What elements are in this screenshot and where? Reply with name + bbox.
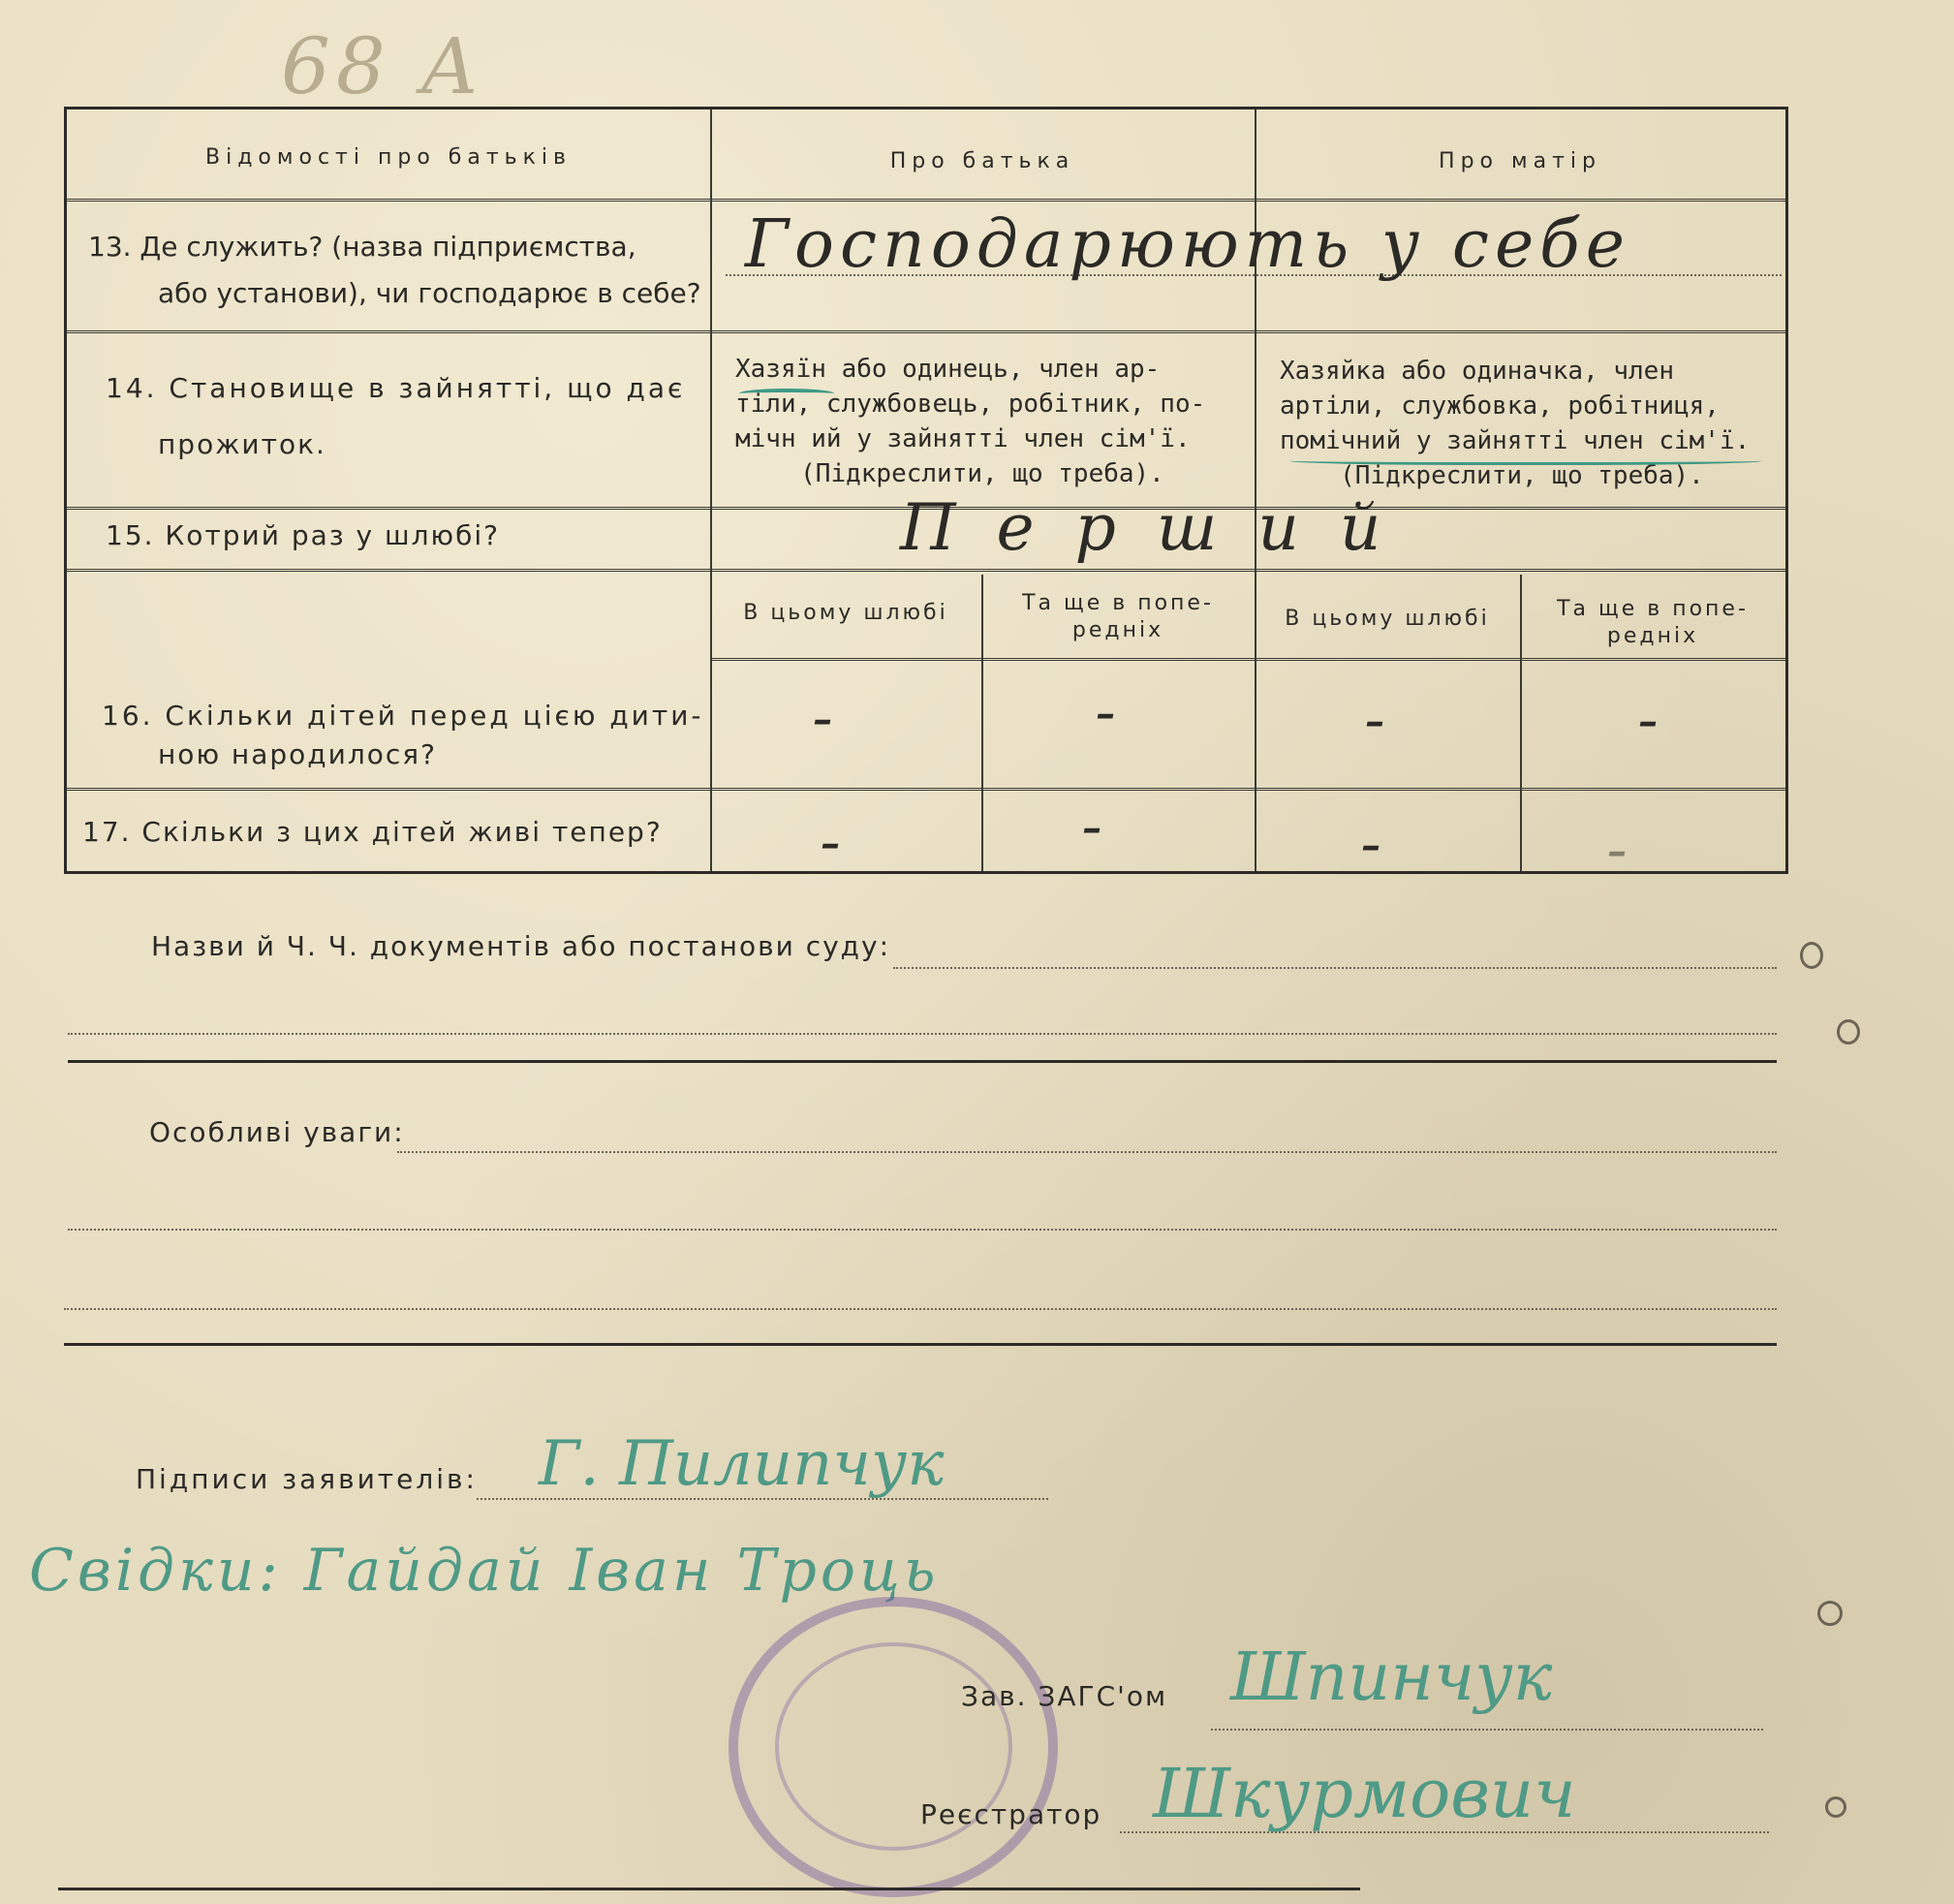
mother-option-line4: (Підкреслити, що треба).	[1340, 461, 1704, 490]
header-parents-info: Відомості про батьків	[205, 145, 572, 170]
header-father: Про батька	[889, 149, 1075, 173]
documents-rule	[68, 1060, 1777, 1063]
notes-label: Особливі уваги:	[149, 1116, 405, 1148]
row16-mother-previous-value: –	[1638, 699, 1658, 744]
row17-father-previous-value: –	[1082, 805, 1101, 851]
applicants-label: Підписи заявителів:	[136, 1463, 478, 1495]
father-option-line2: тіли, службовець, робітник, по-	[735, 390, 1206, 419]
subheader-father-previous	[981, 590, 1255, 644]
sheet-number: 68 A	[281, 21, 483, 111]
header-mother: Про матір	[1439, 149, 1601, 173]
header-rule	[67, 199, 1785, 202]
row13-rule	[67, 330, 1785, 333]
col-divider-1	[710, 109, 712, 871]
zags-label: Зав. ЗАГС'ом	[961, 1680, 1168, 1712]
mother-option-line1: Хазяйка або одиначка, член	[1280, 357, 1674, 386]
subheader-mother-previous-line1: Та ще в попе-	[1557, 597, 1749, 621]
binder-hole-3	[1817, 1601, 1843, 1626]
mother-option-line3: помічний у зайнятті член сім'ї.	[1280, 426, 1751, 455]
subheader-mother-this-marriage: В цьому шлюбі	[1285, 607, 1490, 631]
registrar-signature: Шкурмович	[1153, 1754, 1576, 1833]
row16-father-this-value: –	[813, 697, 832, 742]
row17-father-this-value: –	[821, 821, 840, 866]
row16-rule	[67, 788, 1785, 791]
row17-mother-this-value: –	[1361, 823, 1380, 868]
subheader-rule	[710, 658, 1785, 661]
row13-label-line1: 13. Де служить? (назва підприємства,	[88, 231, 636, 263]
documents-label: Назви й Ч. Ч. документів або постанови суду:	[151, 930, 891, 962]
row16-mother-this-value: –	[1365, 699, 1384, 744]
witnesses-line: Свідки: Гайдай Іван Троць	[29, 1537, 940, 1605]
notes-dotline-2	[68, 1229, 1777, 1231]
row16-label-line2: ною народилося?	[158, 738, 437, 770]
binder-hole-4	[1825, 1796, 1846, 1818]
subheader-mother-previous-line2: редніх	[1606, 624, 1699, 648]
notes-dotline-1	[397, 1151, 1777, 1153]
row15-rule	[67, 569, 1785, 572]
applicants-signature: Г. Пилипчук	[539, 1428, 945, 1500]
zags-signature: Шпинчук	[1230, 1639, 1553, 1716]
father-underline-mark	[739, 389, 834, 398]
binder-hole-1	[1800, 942, 1823, 969]
subheader-father-this-marriage: В цьому шлюбі	[743, 601, 948, 625]
row16-father-previous-value: –	[1096, 691, 1115, 736]
documents-dotline-1	[893, 967, 1777, 969]
father-option-line1: Хазяїн або одинець, член ар-	[735, 355, 1161, 384]
row17-mother-previous-value: –	[1607, 828, 1627, 874]
row14-mother-options	[1280, 354, 1764, 493]
row15-label: 15. Котрий раз у шлюбі?	[106, 519, 501, 551]
row14-label-line2: прожиток.	[158, 428, 326, 460]
row15-answer: Перший	[900, 490, 1422, 565]
mother-underline-mark	[1289, 454, 1762, 465]
row13-label-line2: або установи), чи господарює в себе?	[158, 277, 701, 309]
subheader-mother-previous	[1520, 596, 1785, 650]
row13-answer: Господарюють у себе	[745, 206, 1630, 283]
bottom-rule	[58, 1888, 1360, 1890]
binder-hole-2	[1837, 1019, 1860, 1045]
row14-label-line1: 14. Становище в зайнятті, що дає	[106, 372, 686, 404]
father-option-line3: мічн ий у зайнятті член сім'ї.	[735, 424, 1191, 453]
notes-dotline-3	[64, 1308, 1777, 1310]
father-option-line4: (Підкреслити, що треба).	[800, 459, 1164, 488]
parents-info-table	[64, 107, 1788, 874]
mother-option-line2: артіли, службовка, робітниця,	[1280, 391, 1720, 421]
documents-dotline-2	[68, 1033, 1777, 1035]
registrar-label: Реєстратор	[920, 1798, 1102, 1830]
row14-father-options	[735, 352, 1229, 491]
subheader-father-previous-line2: редніх	[1071, 618, 1164, 642]
zags-dotline	[1211, 1729, 1763, 1731]
notes-rule	[64, 1343, 1777, 1346]
row16-label-line1: 16. Скільки дітей перед цією дити-	[102, 700, 704, 732]
subheader-father-previous-line1: Та ще в попе-	[1022, 591, 1214, 615]
row17-label: 17. Скільки з цих дітей живі тепер?	[82, 816, 663, 848]
